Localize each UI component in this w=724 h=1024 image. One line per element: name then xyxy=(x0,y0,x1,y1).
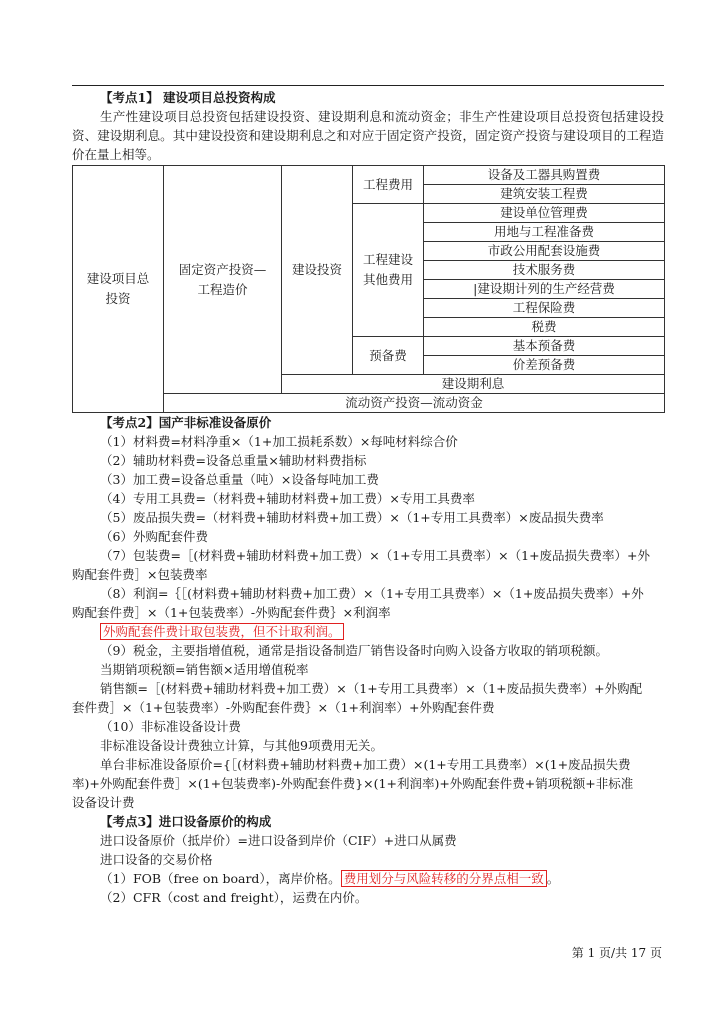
table-item: 建筑安装工程费 xyxy=(424,185,665,204)
table-item: 设备及工器具购置费 xyxy=(424,166,665,185)
point3-heading: 【考点3】进口设备原价的构成 xyxy=(100,814,272,829)
formula-line: 购配套件费］×（1+包装费率）-外购配套件费｝×利润率 xyxy=(72,605,391,620)
cell-group-engineering: 工程费用 xyxy=(353,166,424,204)
formula-line: 率)+外购配套件费］×(1+包装费率)-外购配套件费}×(1+利润率)+外购配套件费+销项税额+非标准 xyxy=(72,776,634,791)
formula-line: （4）专用工具费=（材料费+辅助材料费+加工费）×专用工具费率 xyxy=(100,491,475,506)
formula-line: 套件费］×（1+包装费率）-外购配套件费｝×（1+利润率）+外购配套件费 xyxy=(72,700,495,715)
table-item: 工程保险费 xyxy=(424,299,665,318)
formula-line: 单台非标准设备原价={［(材料费+辅助材料费+加工费）×(1+专用工具费率）×(1+废品损失费 xyxy=(100,757,631,772)
cell-group-other: 工程建设其他费用 xyxy=(353,204,424,337)
point1-heading: 【考点1】 建设项目总投资构成 xyxy=(100,90,276,105)
formula-line: 购配套件费］×包装费率 xyxy=(72,567,208,582)
formula-line: （10）非标准设备设计费 xyxy=(100,719,241,734)
formula-line: 销售额=［(材料费+辅助材料费+加工费）×（1+专用工具费率）×（1+废品损失费率）+外购配 xyxy=(100,681,643,696)
table-item: 基本预备费 xyxy=(424,337,665,356)
formula-line: （1）材料费=材料净重×（1+加工损耗系数）×每吨材料综合价 xyxy=(100,434,458,449)
page-body xyxy=(72,88,664,907)
formula-line: 进口设备的交易价格 xyxy=(100,852,213,867)
formula-line: （2）辅助材料费=设备总重量×辅助材料费指标 xyxy=(100,453,367,468)
header-rule xyxy=(72,85,664,86)
cell-total-investment: 建设项目总投资 xyxy=(73,166,164,413)
cell-fixed-asset: 固定资产投资—工程造价 xyxy=(164,166,282,394)
formula-line: （5）废品损失费=（材料费+辅助材料费+加工费）×（1+专用工具费率）×废品损失费率 xyxy=(100,510,604,525)
formula-line: （3）加工费=设备总重量（吨）×设备每吨加工费 xyxy=(100,472,379,487)
fob-line xyxy=(72,869,664,888)
formula-line: （9）税金，主要指增值税，通常是指设备制造厂销售设备时向购入设备方收取的销项税额。 xyxy=(100,643,608,658)
page-number: 第 1 页/共 17 页 xyxy=(571,946,662,960)
cell-construction-investment: 建设投资 xyxy=(282,166,353,375)
cell-interest: 建设期利息 xyxy=(282,375,665,394)
formula-line: 当期销项税额=销售额×适用增值税率 xyxy=(100,662,309,677)
table-item: 建设单位管理费 xyxy=(424,204,665,223)
formula-line: （7）包装费=［(材料费+辅助材料费+加工费）×（1+专用工具费率）×（1+废品损失费率）+外 xyxy=(100,548,651,563)
point1-paragraph: 生产性建设项目总投资包括建设投资、建设期利息和流动资金；非生产性建设项目总投资包括建设投资、建设期利息。其中建设投资和建设期利息之和对应于固定资产投资，固定资产投资与建设项目的工程造价在量上相等。 xyxy=(72,109,664,162)
table-item: 用地与工程准备费 xyxy=(424,223,665,242)
table-item: 技术服务费 xyxy=(424,261,665,280)
red-annotation-packaging: 外购配套件费计取包装费，但不计取利润。 xyxy=(100,623,344,640)
point2-heading: 【考点2】国产非标准设备原价 xyxy=(100,415,272,430)
table-item: 市政公用配套设施费 xyxy=(424,242,665,261)
red-annotation-fob: 费用划分与风险转移的分界点相一致 xyxy=(341,870,547,887)
cell-group-reserve: 预备费 xyxy=(353,337,424,375)
investment-table xyxy=(72,165,665,413)
table-item: 价差预备费 xyxy=(424,356,665,375)
formula-line: 设备设计费 xyxy=(72,795,135,810)
table-item: |建设期计列的生产经营费 xyxy=(424,280,665,299)
formula-line: 进口设备原价（抵岸价）=进口设备到岸价（CIF）+进口从属费 xyxy=(100,833,457,848)
table-item: 税费 xyxy=(424,318,665,337)
fob-text: （1）FOB（free on board），离岸价格。 xyxy=(100,871,341,886)
fob-end: 。 xyxy=(546,871,560,886)
formula-line: （8）利润=｛［(材料费+辅助材料费+加工费）×（1+专用工具费率）×（1+废品损失费率）+外 xyxy=(100,586,644,601)
formula-line: （6）外购配套件费 xyxy=(100,529,208,544)
formula-line: （2）CFR（cost and freight），运费在内价。 xyxy=(100,890,368,905)
cell-working-capital: 流动资产投资—流动资金 xyxy=(164,394,665,413)
formula-line: 非标准设备设计费独立计算，与其他9项费用无关。 xyxy=(100,738,383,753)
